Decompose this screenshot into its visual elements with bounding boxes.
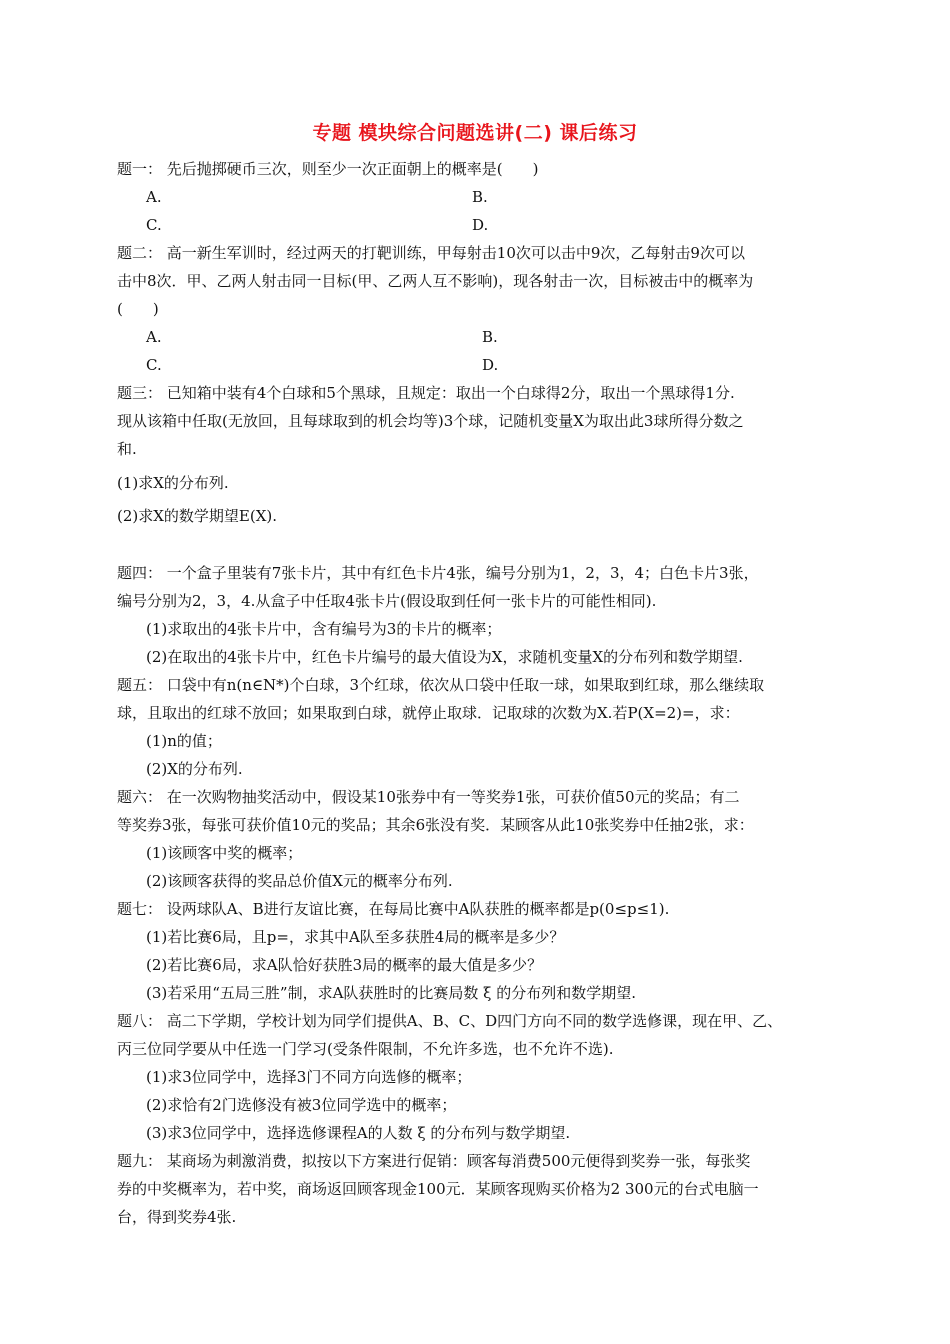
q1-option-d: D. — [472, 216, 489, 234]
q2-line3: ( ) — [117, 300, 159, 318]
q3-line2: 现从该箱中任取(无放回，且每球取到的机会均等)3个球，记随机变量X为取出此3球所得分数之 — [117, 412, 744, 430]
q7-part2: (2)若比赛6局，求A队恰好获胜3局的概率的最大值是多少？ — [146, 956, 543, 974]
q8-part3: (3)求3位同学中，选择选修课程A的人数 ξ 的分布列与数学期望. — [146, 1124, 571, 1142]
q2-line2: 击中8次．甲、乙两人射击同一目标(甲、乙两人互不影响)，现各射击一次，目标被击中的概率为 — [117, 272, 754, 290]
q7-part3: (3)若采用“五局三胜”制，求A队获胜时的比赛局数 ξ 的分布列和数学期望. — [146, 984, 636, 1002]
q9-line1: 题九： 某商场为刺激消费，拟按以下方案进行促销：顾客每消费500元便得到奖券一张，每张奖 — [117, 1152, 751, 1170]
q4-line2: 编号分别为2，3，4.从盒子中任取4张卡片(假设取到任何一张卡片的可能性相同). — [117, 592, 657, 610]
q9-line3: 台，得到奖券4张. — [117, 1208, 237, 1226]
q1-stem: 题一： 先后抛掷硬币三次，则至少一次正面朝上的概率是( ) — [117, 160, 539, 178]
q6-part2: (2)该顾客获得的奖品总价值X元的概率分布列. — [146, 872, 453, 890]
q5-line2: 球，且取出的红球不放回；如果取到白球，就停止取球．记取球的次数为X.若P(X=2)=，求： — [117, 704, 740, 722]
q3-line1: 题三： 已知箱中装有4个白球和5个黑球，且规定：取出一个白球得2分，取出一个黑球得1分. — [117, 384, 735, 402]
q5-part1: (1)n的值； — [146, 732, 222, 750]
q3-part1: (1)求X的分布列. — [117, 474, 229, 492]
q4-part2: (2)在取出的4张卡片中，红色卡片编号的最大值设为X，求随机变量X的分布列和数学期望. — [146, 648, 743, 666]
q1-option-a: A. — [146, 188, 162, 206]
q5-part2: (2)X的分布列. — [146, 760, 243, 778]
q8-part2: (2)求恰有2门选修没有被3位同学选中的概率； — [146, 1096, 457, 1114]
q1-option-c: C. — [146, 216, 162, 234]
q7-line1: 题七： 设两球队A、B进行友谊比赛，在每局比赛中A队获胜的概率都是p(0≤p≤1). — [117, 900, 670, 918]
q4-part1: (1)求取出的4张卡片中，含有编号为3的卡片的概率； — [146, 620, 502, 638]
q2-option-a: A. — [146, 328, 162, 346]
q7-part1: (1)若比赛6局，且p=，求其中A队至多获胜4局的概率是多少？ — [146, 928, 565, 946]
q6-part1: (1)该顾客中奖的概率； — [146, 844, 303, 862]
q6-line2: 等奖券3张，每张可获价值10元的奖品；其余6张没有奖．某顾客从此10张奖券中任抽2张，求： — [117, 816, 754, 834]
q2-option-c: C. — [146, 356, 162, 374]
q9-line2: 券的中奖概率为，若中奖，商场返回顾客现金100元．某顾客现购买价格为2 300元的台式电脑一 — [117, 1180, 759, 1198]
q3-part2: (2)求X的数学期望E(X). — [117, 507, 278, 525]
q2-option-d: D. — [482, 356, 499, 374]
q8-line1: 题八： 高二下学期，学校计划为同学们提供A、B、C、D四门方向不同的数学选修课，现在甲、乙、 — [117, 1012, 783, 1030]
q2-line1: 题二： 高一新生军训时，经过两天的打靶训练，甲每射击10次可以击中9次，乙每射击9次可以 — [117, 244, 745, 262]
q8-line2: 丙三位同学要从中任选一门学习(受条件限制，不允许多选，也不允许不选). — [117, 1040, 614, 1058]
q2-option-b: B. — [482, 328, 498, 346]
q4-line1: 题四： 一个盒子里装有7张卡片，其中有红色卡片4张，编号分别为1，2，3，4；白色卡片3张， — [117, 564, 759, 582]
q1-option-b: B. — [472, 188, 488, 206]
page-title: 专题 模块综合问题选讲(二) 课后练习 — [312, 122, 638, 144]
q6-line1: 题六： 在一次购物抽奖活动中，假设某10张券中有一等奖券1张，可获价值50元的奖品；有二 — [117, 788, 740, 806]
q5-line1: 题五： 口袋中有n(n∈N*)个白球，3个红球，依次从口袋中任取一球，如果取到红球，那么继续取 — [117, 676, 765, 694]
q3-line3: 和. — [117, 440, 137, 458]
q8-part1: (1)求3位同学中，选择3门不同方向选修的概率； — [146, 1068, 472, 1086]
